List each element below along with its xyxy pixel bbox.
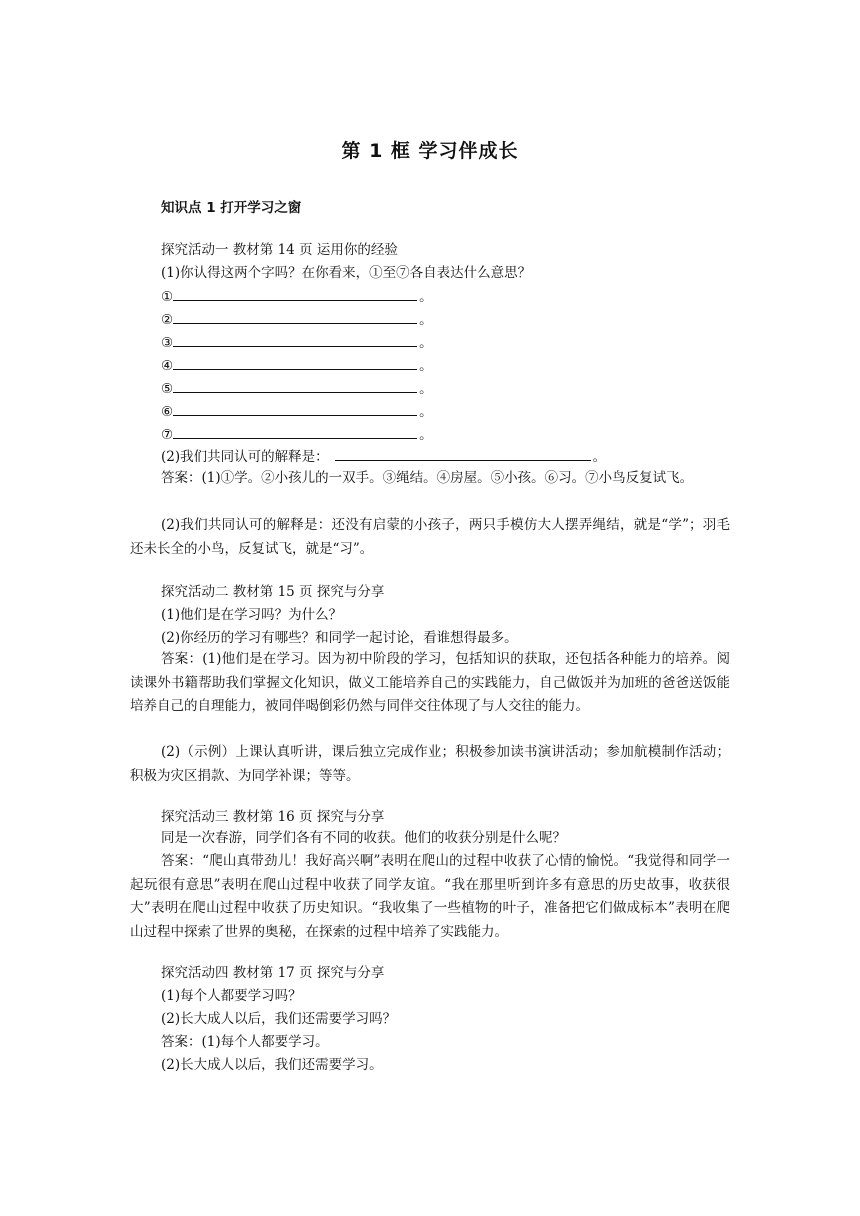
activity1-answer1: 答案：(1)①学。②小孩儿的一双手。③绳结。④房屋。⑤小孩。⑥习。⑦小鸟反复试飞。	[161, 470, 694, 486]
blank-line-1: ① 。	[161, 286, 433, 308]
answer-blank	[173, 378, 417, 393]
answer-blank	[173, 286, 417, 301]
answer-blank	[335, 446, 591, 461]
activity2-question1: (1)他们是在学习吗？为什么？	[161, 607, 343, 623]
knowledge-point-heading: 知识点 1 打开学习之窗	[161, 200, 302, 216]
answer-blank	[173, 424, 417, 439]
blank-line-6: ⑥ 。	[161, 401, 433, 423]
activity1-question1: (1)你认得这两个字吗？在你看来，①至⑦各自表达什么意思？	[161, 265, 532, 281]
activity2-heading: 探究活动二 教材第 15 页 探究与分享	[161, 584, 385, 600]
answer-blank	[173, 355, 417, 370]
blank-line-7: ⑦ 。	[161, 424, 433, 446]
activity1-question2: (2)我们共同认可的解释是： 。	[161, 446, 606, 468]
page-title: 第 1 框 学习伴成长	[341, 140, 519, 162]
blank-line-5: ⑤ 。	[161, 378, 433, 400]
activity3-answer: 答案：“爬山真带劲儿！我好高兴啊”表明在爬山的过程中收获了心情的愉悦。“我觉得和同学一起玩很有意思”表明在爬山过程中收获了同学友谊。“我在那里听到许多有意思的历史故事，收获很大”表明在爬山过程中收获了历史知识。“我收集了一些植物的叶子，准备把它们做成标本”表明在爬山过程中探索了世界的奥秘，在探索的过程中培养了实践能力。	[130, 853, 730, 940]
activity2-answer1: 答案：(1)他们是在学习。因为初中阶段的学习，包括知识的获取，还包括各种能力的培养。阅读课外书籍帮助我们掌握文化知识，做义工能培养自己的实践能力，自己做饭并为加班的爸爸送饭能培养自己的自理能力，被同伴喝倒彩仍然与同伴交往体现了与人交往的能力。	[130, 651, 730, 714]
answer-blank	[173, 401, 417, 416]
activity4-answer2: (2)长大成人以后，我们还需要学习。	[161, 1057, 383, 1073]
activity4-answer1: 答案：(1)每个人都要学习。	[161, 1034, 329, 1050]
blank-line-4: ④ 。	[161, 355, 433, 377]
activity4-question2: (2)长大成人以后，我们还需要学习吗？	[161, 1011, 397, 1027]
blank-line-2: ② 。	[161, 309, 433, 331]
activity4-heading: 探究活动四 教材第 17 页 探究与分享	[161, 965, 385, 981]
activity4-question1: (1)每个人都要学习吗？	[161, 988, 302, 1004]
activity3-heading: 探究活动三 教材第 16 页 探究与分享	[161, 809, 385, 825]
activity2-answer2: (2)（示例）上课认真听讲，课后独立完成作业；积极参加读书演讲活动；参加航模制作活动；积极为灾区捐款、为同学补课；等等。	[130, 744, 730, 784]
activity3-question: 同是一次春游，同学们各有不同的收获。他们的收获分别是什么呢？	[161, 830, 566, 846]
activity2-question2: (2)你经历的学习有哪些？和同学一起讨论，看谁想得最多。	[161, 630, 518, 646]
blank-line-3: ③ 。	[161, 332, 433, 354]
answer-blank	[173, 332, 417, 347]
activity1-answer2: (2)我们共同认可的解释是：还没有启蒙的小孩子，两只手模仿大人摆弄绳结，就是“学”；羽毛还未长全的小鸟，反复试飞，就是“习”。	[130, 517, 730, 557]
answer-blank	[173, 309, 417, 324]
activity1-heading: 探究活动一 教材第 14 页 运用你的经验	[161, 242, 398, 258]
